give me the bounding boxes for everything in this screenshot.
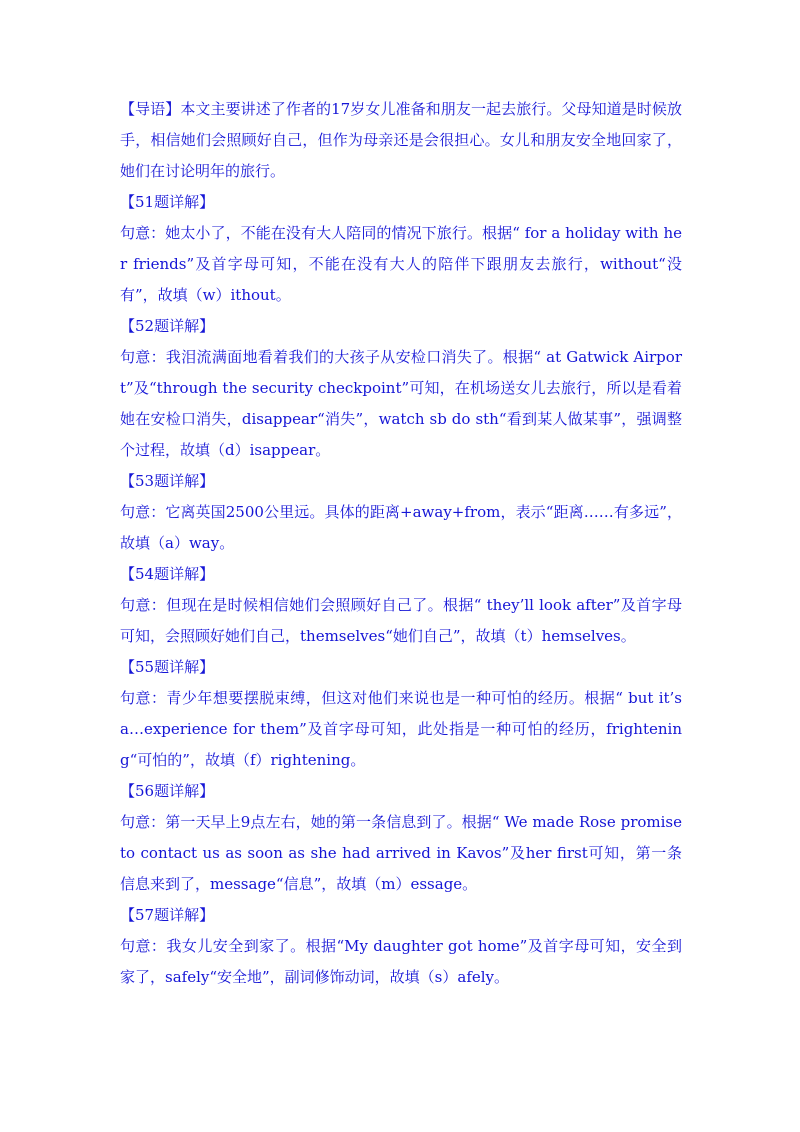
question-53-explanation: 句意：它离英国2500公里远。具体的距离+away+from，表示“距离……有多远”，故填（a）way。: [120, 503, 682, 552]
question-56-heading: 【56题详解】: [120, 782, 215, 800]
question-51-explanation: 句意：她太小了，不能在没有大人陪同的情况下旅行。根据“ for a holiday with her friends”及首字母可知，不能在没有大人的陪伴下跟朋友去旅行，without“没有”，故填（w）ithout。: [120, 224, 682, 304]
intro-paragraph: 【导语】本文主要讲述了作者的17岁女儿准备和朋友一起去旅行。父母知道是时候放手，相信她们会照顾好自己，但作为母亲还是会很担心。女儿和朋友安全地回家了，她们在讨论明年的旅行。: [120, 100, 682, 180]
question-53-heading: 【53题详解】: [120, 472, 215, 490]
question-51-heading: 【51题详解】: [120, 193, 215, 211]
question-52-heading: 【52题详解】: [120, 317, 215, 335]
question-56-explanation: 句意：第一天早上9点左右，她的第一条信息到了。根据“ We made Rose promise to contact us as soon as she had arrived in Kavos”及her first可知，第一条信息来到了，message“信息”，故填（m）essage。: [120, 813, 682, 893]
question-57-heading: 【57题详解】: [120, 906, 215, 924]
question-57-explanation: 句意：我女儿安全到家了。根据“My daughter got home”及首字母可知，安全到家了，safely“安全地”，副词修饰动词，故填（s）afely。: [120, 937, 682, 986]
question-55-explanation: 句意：青少年想要摆脱束缚，但这对他们来说也是一种可怕的经历。根据“ but it’s a…experience for them”及首字母可知，此处指是一种可怕的经历，frightening“可怕的”，故填（f）rightening。: [120, 689, 682, 769]
question-54-heading: 【54题详解】: [120, 565, 215, 583]
question-52-explanation: 句意：我泪流满面地看着我们的大孩子从安检口消失了。根据“ at Gatwick Airport”及“through the security checkpoint”可知，在机场送女儿去旅行，所以是看着她在安检口消失，disappear“消失”，watch sb do sth“看到某人做某事”，强调整个过程，故填（d）isappear。: [120, 348, 682, 459]
document-body: [120, 94, 682, 993]
question-54-explanation: 句意：但现在是时候相信她们会照顾好自己了。根据“ they’ll look after”及首字母可知，会照顾好她们自己，themselves“她们自己”，故填（t）hemselves。: [120, 596, 682, 645]
question-55-heading: 【55题详解】: [120, 658, 215, 676]
